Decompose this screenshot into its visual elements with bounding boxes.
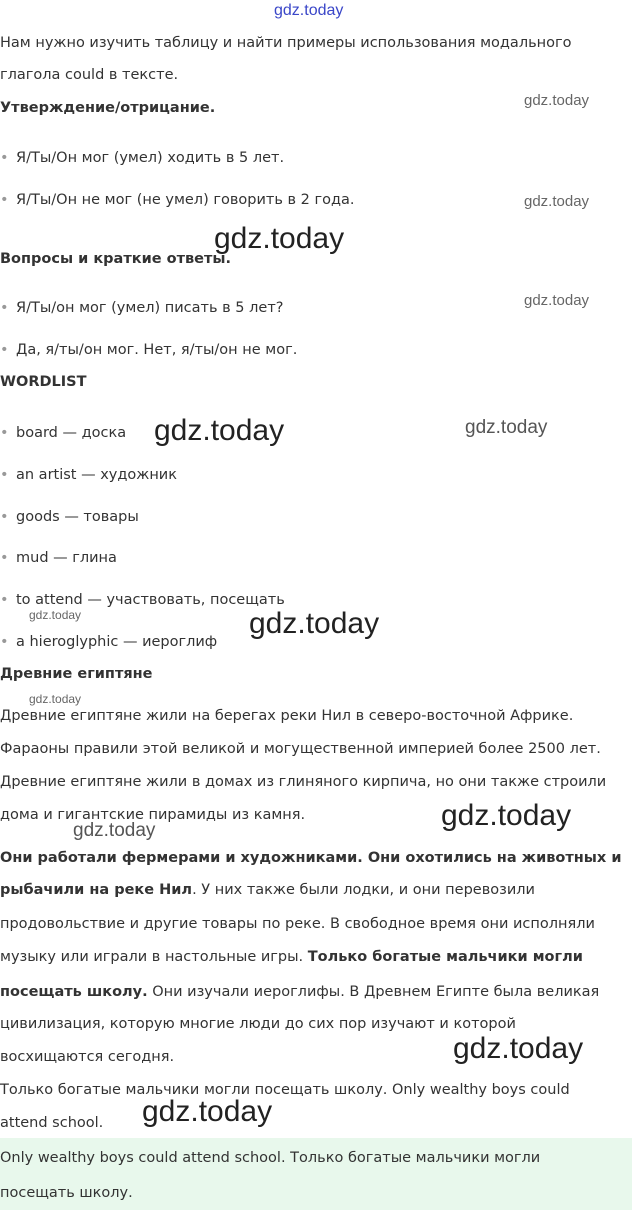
bullet-icon: • — [0, 509, 9, 525]
para1-line-4: дома и гигантские пирамиды из камня. — [0, 807, 306, 823]
bullet-icon: • — [0, 192, 9, 208]
list-item: • mud — глина — [0, 550, 117, 566]
egyptians-heading: Древние египтяне — [0, 666, 153, 682]
list-item: • to attend — участвовать, посещать — [0, 592, 285, 608]
watermark: gdz.today — [524, 92, 590, 109]
translation-line-1: Только богатые мальчики могли посещать школу. Only wealthy boys could — [0, 1082, 570, 1098]
para2-line-5: посещать школу. Они изучали иероглифы. В Древнем Египте была великая — [0, 984, 600, 1000]
bullet-icon: • — [0, 425, 9, 441]
watermark-top: gdz.today — [274, 2, 344, 19]
list-item: • an artist — художник — [0, 467, 177, 483]
watermark: gdz.today — [29, 692, 82, 706]
watermark: gdz.today — [249, 607, 380, 640]
answer-line-1: Only wealthy boys could attend school. Только богатые мальчики могли — [0, 1150, 541, 1166]
para2-line-1: Они работали фермерами и художниками. Они охотились на животных и — [0, 850, 622, 866]
list-item: • goods — товары — [0, 509, 139, 525]
bullet-icon: • — [0, 467, 9, 483]
wordlist-heading: WORDLIST — [0, 374, 87, 390]
watermark: gdz.today — [441, 799, 572, 832]
para1-line-3: Древние египтяне жили в домах из глиняного кирпича, но они также строили — [0, 774, 607, 790]
para1-line-2: Фараоны правили этой великой и могущественной империей более 2500 лет. — [0, 741, 601, 757]
list-item: • Я/Ты/Он мог (умел) ходить в 5 лет. — [0, 150, 285, 166]
para1-line-1: Древние египтяне жили на берегах реки Нил в северо-восточной Африке. — [0, 708, 574, 724]
watermark: gdz.today — [524, 292, 590, 309]
watermark: gdz.today — [214, 222, 345, 255]
intro-line-2: глагола could в тексте. — [0, 67, 179, 83]
bullet-icon: • — [0, 634, 9, 650]
para2-line-6: цивилизация, которую многие люди до сих пор изучают и которой — [0, 1016, 516, 1032]
watermark: gdz.today — [142, 1095, 273, 1128]
bullet-icon: • — [0, 550, 9, 566]
watermark: gdz.today — [465, 417, 548, 438]
watermark: gdz.today — [73, 820, 156, 841]
list-item: • Да, я/ты/он мог. Нет, я/ты/он не мог. — [0, 342, 298, 358]
watermark: gdz.today — [154, 414, 285, 447]
list-item: • Я/Ты/он мог (умел) писать в 5 лет? — [0, 300, 284, 316]
bullet-icon: • — [0, 300, 9, 316]
answer-line-2: посещать школу. — [0, 1185, 133, 1201]
para2-line-3: продовольствие и другие товары по реке. В свободное время они исполняли — [0, 916, 595, 932]
list-item: • board — доска — [0, 425, 127, 441]
watermark: gdz.today — [29, 608, 82, 622]
list-item: • a hieroglyphic — иероглиф — [0, 634, 218, 650]
watermark: gdz.today — [453, 1032, 584, 1065]
questions-heading: Вопросы и краткие ответы. — [0, 251, 232, 267]
bullet-icon: • — [0, 342, 9, 358]
para2-line-7: восхищаются сегодня. — [0, 1049, 175, 1065]
translation-line-2: attend school. — [0, 1115, 104, 1131]
watermark: gdz.today — [524, 193, 590, 210]
para2-line-2: рыбачили на реке Нил. У них также были лодки, и они перевозили — [0, 882, 535, 898]
statement-heading: Утверждение/отрицание. — [0, 100, 216, 116]
answer-box — [0, 1138, 632, 1210]
para2-line-4: музыку или играли в настольные игры. Только богатые мальчики могли — [0, 949, 583, 965]
intro-line-1: Нам нужно изучить таблицу и найти примеры использования модального — [0, 35, 572, 51]
bullet-icon: • — [0, 592, 9, 608]
list-item: • Я/Ты/Он не мог (не умел) говорить в 2 года. — [0, 192, 355, 208]
bullet-icon: • — [0, 150, 9, 166]
